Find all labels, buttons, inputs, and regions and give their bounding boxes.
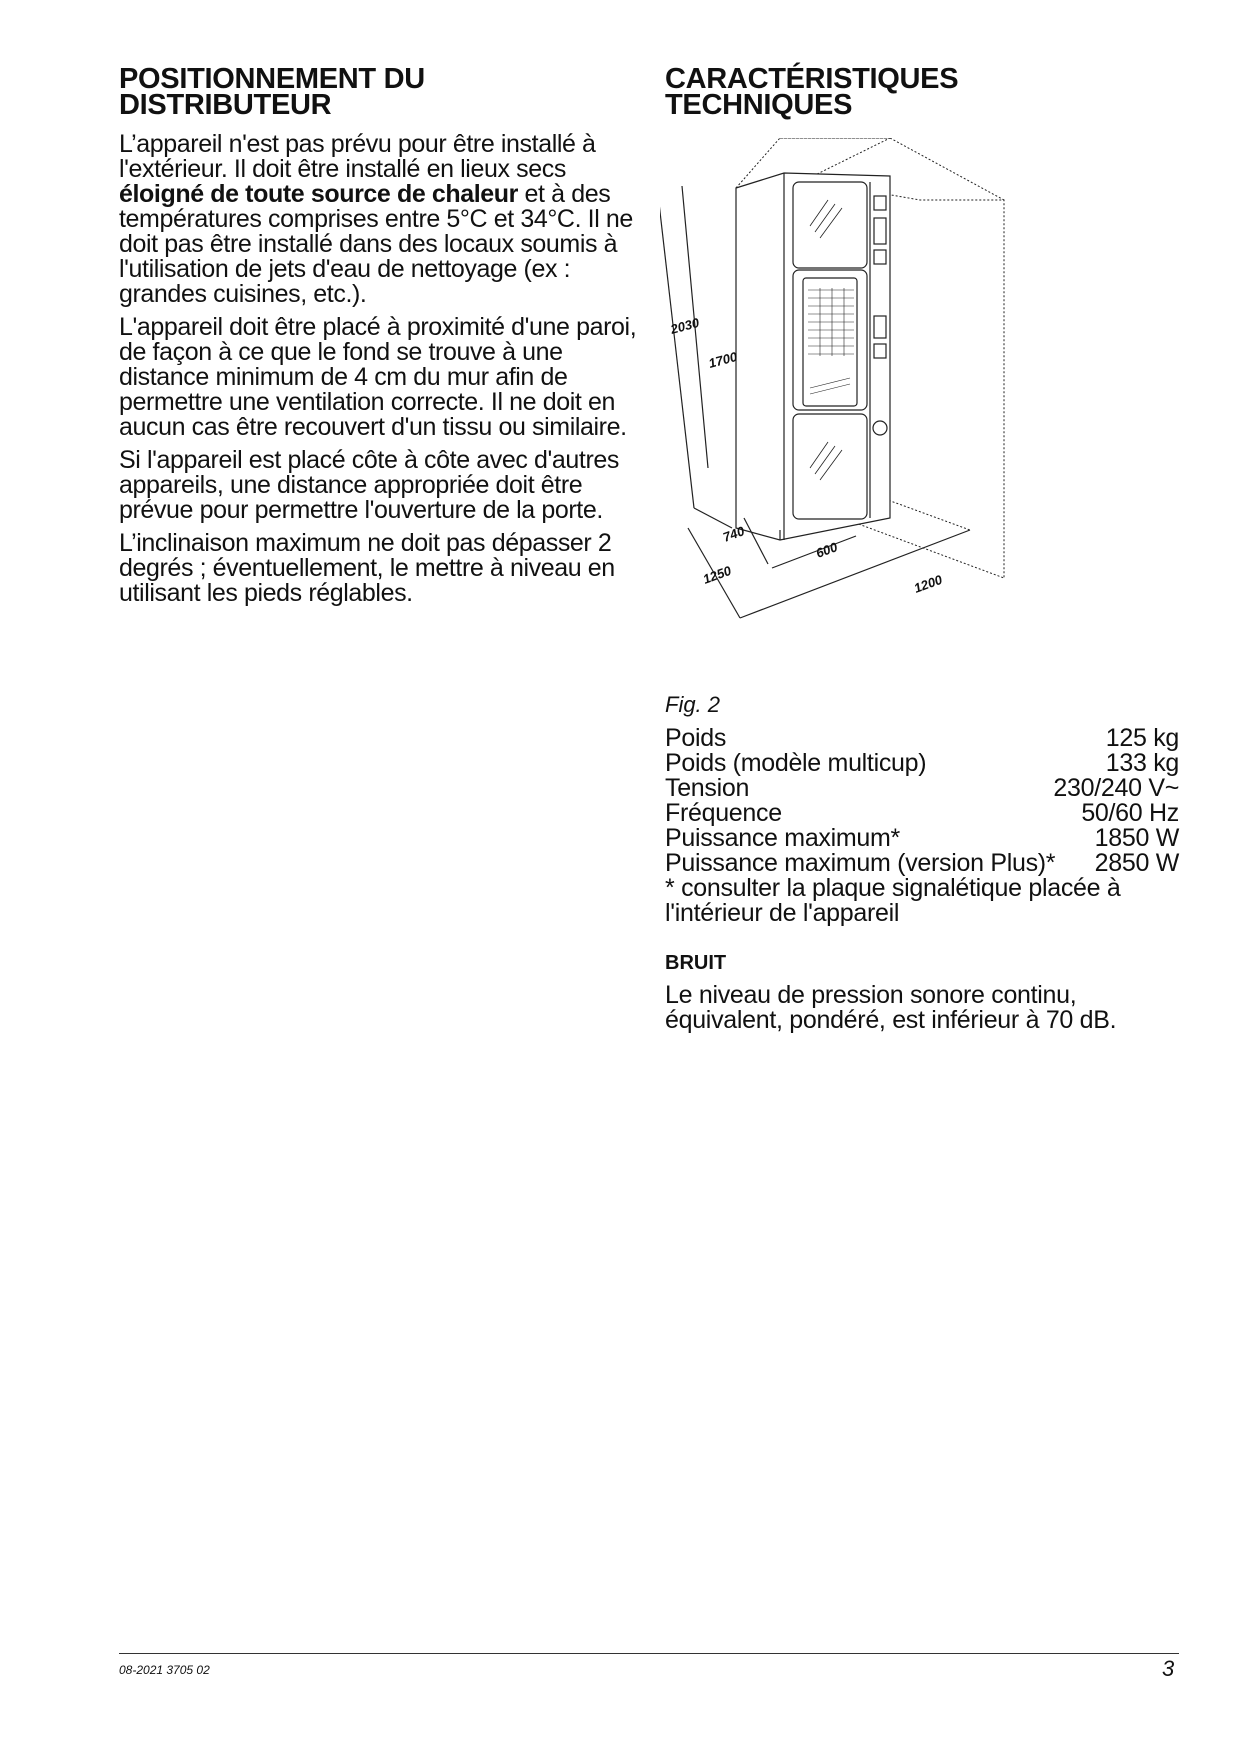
- document-code: 08-2021 3705 02: [119, 1663, 210, 1677]
- dim-1700: 1700: [706, 348, 739, 371]
- spec-label: Poids: [665, 724, 727, 752]
- spec-label: Puissance maximum (version Plus)*: [665, 849, 1056, 877]
- noise-heading: BRUIT: [665, 952, 727, 974]
- vending-machine-figure: [660, 138, 1090, 688]
- spec-row: [665, 801, 1179, 826]
- noise-paragraph: Le niveau de pression sonore continu, équivalent, pondéré, est inférieur à 70 dB.: [665, 981, 1117, 1034]
- spec-value: 133 kg: [1105, 749, 1179, 777]
- spec-row: [665, 826, 1179, 851]
- positioning-paragraph-1: [119, 132, 639, 307]
- spec-label: Tension: [665, 774, 750, 802]
- positioning-paragraph-2: L'appareil doit être placé à proximité d'une paroi, de façon à ce que le fond se trouve à une distance minimum de 4 cm du mur afin de permettre une ventilation correcte. Il ne doit en aucun cas être recouvert d'un tissu ou similaire.: [119, 313, 637, 441]
- specs-heading-line2: TECHNIQUES: [665, 89, 853, 121]
- left-column: [119, 63, 639, 607]
- p1-bold-text: éloigné de toute source de chaleur: [119, 180, 518, 208]
- dim-740: 740: [720, 523, 747, 545]
- positioning-heading-line2: DISTRIBUTEUR: [119, 89, 332, 121]
- p1-text-b: et à des températures comprises entre 5°C et 34°C. Il ne doit pas être installé dans des locaux soumis à l'utilisation de jets d'eau de nettoyage (ex : grandes cuisines, etc.).: [119, 180, 633, 308]
- spec-value: 2850 W: [1094, 849, 1179, 877]
- dim-600: 600: [813, 539, 840, 561]
- spec-label: Puissance maximum*: [665, 824, 900, 852]
- dim-1200: 1200: [911, 571, 945, 596]
- vending-machine-drawing: [660, 138, 1090, 688]
- footer-divider: [119, 1653, 1179, 1654]
- page-number: 3: [1162, 1656, 1175, 1681]
- spec-value: 50/60 Hz: [1081, 799, 1179, 827]
- p1-text-a: L’appareil n'est pas prévu pour être installé à l'extérieur. Il doit être installé en lieux secs: [119, 130, 596, 183]
- spec-value: 230/240 V~: [1053, 774, 1179, 802]
- positioning-heading-line1: POSITIONNEMENT DU: [119, 63, 425, 95]
- spec-value: 1850 W: [1094, 824, 1179, 852]
- specs-heading: [665, 63, 1185, 121]
- spec-label: Fréquence: [665, 799, 782, 827]
- dim-1250: 1250: [700, 562, 734, 587]
- spec-row: [665, 751, 1179, 776]
- specs-heading-line1: CARACTÉRISTIQUES: [665, 63, 959, 95]
- positioning-paragraph-3: Si l'appareil est placé côte à côte avec d'autres appareils, une distance appropriée doit être prévue pour permettre l'ouverture de la porte.: [119, 446, 619, 524]
- spec-row: [665, 851, 1179, 876]
- dim-2030: 2030: [668, 314, 701, 337]
- spec-value: 125 kg: [1105, 724, 1179, 752]
- specs-list: [665, 726, 1179, 926]
- spec-label: Poids (modèle multicup): [665, 749, 927, 777]
- spec-footnote: * consulter la plaque signalétique placée à l'intérieur de l'appareil: [665, 874, 1121, 927]
- spec-row: [665, 726, 1179, 751]
- figure-caption: Fig. 2: [665, 692, 721, 717]
- right-column: [665, 63, 1185, 121]
- positioning-heading: [119, 63, 639, 121]
- positioning-paragraph-4: L’inclinaison maximum ne doit pas dépasser 2 degrés ; éventuellement, le mettre à niveau en utilisant les pieds réglables.: [119, 529, 615, 607]
- spec-row: [665, 776, 1179, 801]
